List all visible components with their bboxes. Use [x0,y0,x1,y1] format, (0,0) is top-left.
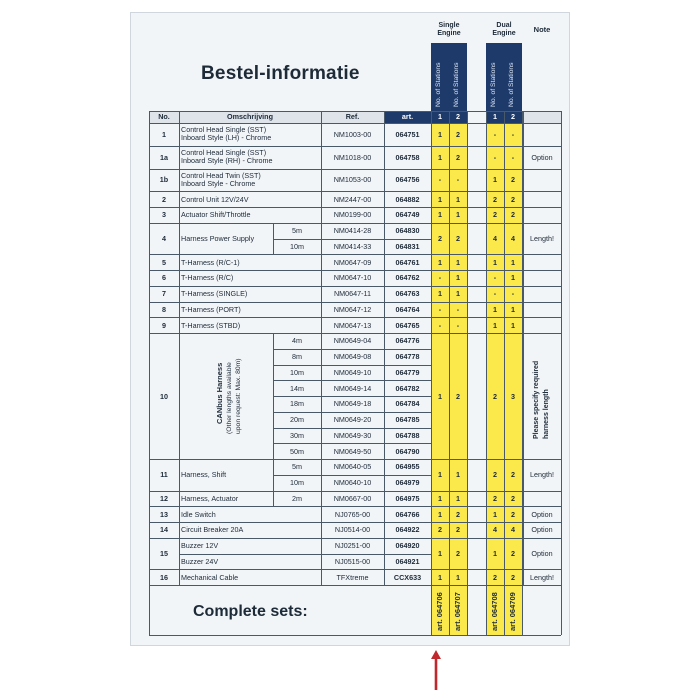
row-sub-ref: NM0414-33 [333,241,372,251]
table-rule [149,270,561,271]
single-station-1-qty: 1 [438,572,442,582]
row-sub-art: 064830 [395,226,420,236]
row-description: Control Head Single (SST) Inboard Style (RH) - Chrome [181,147,273,166]
single-station-2-qty: 1 [456,194,460,204]
row-note: Length! [530,470,554,480]
dual-station-1-qty: 4 [493,525,497,535]
dual-station-2-qty: 2 [511,548,515,558]
row-art: 064758 [395,152,420,162]
table-rule [486,111,487,585]
single-station-1-qty: 1 [438,391,442,401]
row-sub-ref: NM0649-04 [333,336,372,346]
dual-station-1-qty: 2 [493,210,497,220]
row-note: Option [531,509,553,519]
single-station-2-qty: 1 [456,493,460,503]
dual-station-1-qty: 2 [493,572,497,582]
table-rule [273,333,274,459]
row-description: T-Harness (R/C) [181,273,234,283]
row-sub-length: 18m [290,399,304,409]
row-sub-length: 10m [290,478,304,488]
single-station-2-qty: 1 [456,257,460,267]
dual-station-2-qty: 3 [511,391,515,401]
harness-length-note: Please specify required [533,360,540,439]
table-rule [449,585,450,635]
complete-set-art-number: art. 064706 [435,592,444,631]
dual-station-2-qty: 4 [511,234,515,244]
dual-station-2-qty: 1 [511,257,515,267]
table-rule [273,239,431,240]
dual-station-2-qty: 1 [511,320,515,330]
row-description: Actuator Shift/Throttle [181,210,251,220]
row-description: Idle Switch [181,509,216,519]
single-station-2-qty: 1 [456,273,460,283]
canbus-harness-note: (Other lengths available [226,362,233,434]
single-station-2-qty: - [456,175,460,185]
single-station-1-qty: 1 [438,210,442,220]
col-s1: 1 [438,112,442,122]
row-sub-art: 064776 [395,336,420,346]
table-rule [273,412,431,413]
row-ref: NM0199-00 [333,210,372,220]
canbus-harness-note: upon request: Max. 80m) [235,358,242,434]
row-description: T-Harness (PORT) [181,304,241,314]
row-art: 064766 [395,509,420,519]
row-number: 10 [160,391,168,401]
table-rule [149,317,561,318]
row-ref: TFXtreme [336,572,369,582]
row-sub-art: 064784 [395,399,420,409]
single-station-1-qty: 1 [438,548,442,558]
row-description: T-Harness (STBD) [181,320,241,330]
row-description: Control Unit 12V/24V [181,194,249,204]
single-station-1-qty: 2 [438,234,442,244]
single-station-2-qty: 2 [456,152,460,162]
row-art: 064762 [395,273,420,283]
row-ref: NM1003-00 [333,129,372,139]
row-description: Buzzer 24V [181,556,219,566]
row-ref: NM0647-11 [333,289,372,299]
row-number: 3 [162,210,166,220]
row-note: Option [531,152,553,162]
table-rule [431,585,432,635]
dual-station-1-qty: 1 [493,175,497,185]
dual-station-2-qty: 2 [511,509,515,519]
col-ref: Ref. [345,112,360,122]
row-ref: NJ0515-00 [334,556,371,566]
table-rule [273,475,431,476]
table-rule [149,254,561,255]
row-sub-length: 30m [290,430,304,440]
table-rule [273,428,431,429]
row-art: 064920 [395,541,420,551]
single-station-1-qty: - [438,320,442,330]
dual-station-1-qty: 1 [493,548,497,558]
row-art: 064763 [395,289,420,299]
table-rule [149,286,561,287]
row-art: CCX633 [393,572,422,582]
table-rule [149,191,561,192]
table-rule [486,585,487,635]
row-description: T-Harness (R/C-1) [181,257,240,267]
row-ref: NM1053-00 [333,175,372,185]
row-number: 14 [160,525,168,535]
row-sub-art: 064955 [395,462,420,472]
row-sub-art: 064785 [395,415,420,425]
single-station-1-qty: 1 [438,493,442,503]
row-sub-ref: NM0640-05 [333,462,372,472]
row-length: 2m [292,493,302,503]
row-note: Length! [530,234,554,244]
row-sub-length: 20m [290,415,304,425]
row-number: 12 [160,493,168,503]
dual-station-1-qty: 1 [493,257,497,267]
table-rule [467,585,468,635]
row-sub-ref: NM0649-30 [333,430,372,440]
single-station-1-qty: 1 [438,470,442,480]
row-art: 064765 [395,320,420,330]
row-ref: NM2447-00 [333,194,372,204]
dual-station-1-qty: 2 [493,470,497,480]
dual-station-1-qty: 1 [493,509,497,519]
row-sub-art: 064831 [395,241,420,251]
row-sub-ref: NM0649-50 [333,446,372,456]
dual-station-2-qty: 1 [511,304,515,314]
row-ref: NJ0251-00 [334,541,371,551]
row-note: Length! [530,572,554,582]
dual-station-1-qty: 1 [493,320,497,330]
row-ref: NM1018-00 [333,152,372,162]
row-number: 1a [160,152,168,162]
dual-station-1-qty: 2 [493,493,497,503]
col-d2: 2 [511,112,515,122]
single-station-1-qty: 1 [438,257,442,267]
single-station-2-qty: 2 [456,509,460,519]
row-ref: NM0647-09 [333,257,372,267]
row-number: 11 [160,470,168,480]
table-rule [504,111,505,585]
row-sub-art: 064778 [395,352,420,362]
dual-station-2-qty: 1 [511,273,515,283]
row-sub-length: 50m [290,446,304,456]
row-sub-art: 064979 [395,478,420,488]
single-station-1-qty: 1 [438,194,442,204]
table-rule [273,349,431,350]
table-rule [149,635,561,636]
row-art: 064756 [395,175,420,185]
dual-engine-label: Dual Engine [492,21,516,37]
single-engine-label: Single Engine [437,21,461,37]
dual-station-2-qty: 2 [511,493,515,503]
dual-station-1-qty: - [493,289,497,299]
table-rule [149,169,561,170]
dual-station-2-qty: - [511,289,515,299]
dual-station-1-qty: 1 [493,304,497,314]
table-rule [149,522,561,523]
row-art: 064975 [395,493,420,503]
dual-station-2-qty: 2 [511,572,515,582]
table-rule [273,443,431,444]
single-station-1-qty: - [438,273,442,283]
single-station-2-qty: 1 [456,289,460,299]
table-rule [179,111,180,585]
dual-station-1-qty: 4 [493,234,497,244]
single-station-1-qty: 1 [438,509,442,519]
single-station-2-qty: 2 [456,548,460,558]
single-station-1-qty: - [438,175,442,185]
dual-station-2-qty: 2 [511,194,515,204]
dual-station-1-qty: 2 [493,391,497,401]
table-rule [149,538,561,539]
dual-station-2-qty: - [511,152,515,162]
table-rule [449,111,450,585]
single-station-2-qty: 1 [456,572,460,582]
row-sub-ref: NM0649-08 [333,352,372,362]
row-sub-art: 064790 [395,446,420,456]
order-info-page [130,12,570,646]
table-rule [149,223,561,224]
table-rule [561,585,562,635]
table-rule [179,554,431,555]
canbus-harness-label: CANbus Harness [215,362,224,424]
col-no: No. [158,112,170,122]
row-art: 064921 [395,556,420,566]
row-art: 064922 [395,525,420,535]
table-rule [431,111,432,585]
table-rule [561,111,562,585]
row-sub-art: 064788 [395,430,420,440]
table-rule [149,459,561,460]
row-number: 8 [162,304,166,314]
row-number: 7 [162,289,166,299]
row-description: Circuit Breaker 20A [181,525,244,535]
single-station-2-qty: 2 [456,391,460,401]
single-station-1-qty: 1 [438,289,442,299]
table-rule [273,491,274,507]
row-number: 6 [162,273,166,283]
row-description: Buzzer 12V [181,541,219,551]
row-sub-length: 14m [290,383,304,393]
row-number: 2 [162,194,166,204]
row-sub-length: 10m [290,241,304,251]
row-ref: NM0647-10 [333,273,372,283]
row-art: 064882 [395,194,420,204]
table-rule [149,123,561,124]
dual-station-1-qty: - [493,152,497,162]
table-rule [273,223,274,254]
row-ref: NJ0514-00 [334,525,371,535]
table-rule [522,585,523,635]
row-description: Control Head Twin (SST) Inboard Style - Chrome [181,170,261,189]
single-station-1-qty: 2 [438,525,442,535]
row-sub-length: 8m [292,352,302,362]
row-sub-length: 5m [292,462,302,472]
dual-station-2-qty: 2 [511,175,515,185]
row-number: 1 [162,129,166,139]
table-rule [149,569,561,570]
single-station-2-qty: - [456,320,460,330]
row-art: 064761 [395,257,420,267]
row-number: 9 [162,320,166,330]
table-rule [523,111,524,585]
row-sub-ref: NM0649-14 [333,383,372,393]
single-station-2-qty: 2 [456,234,460,244]
row-number: 13 [160,509,168,519]
table-rule [149,491,561,492]
single-station-1-qty: - [438,304,442,314]
row-sub-art: 064782 [395,383,420,393]
col-d1: 1 [493,112,497,122]
table-rule [149,111,150,585]
table-rule [384,111,385,585]
red-up-arrow-icon [431,650,441,690]
single-station-2-qty: 1 [456,210,460,220]
table-rule [149,146,561,147]
row-description: Harness, Actuator [181,493,239,503]
single-station-1-qty: 1 [438,152,442,162]
table-rule [273,396,431,397]
dual-station-2-qty: 2 [511,470,515,480]
row-art: 064751 [395,129,420,139]
row-description: Harness, Shift [181,470,227,480]
dual-station-2-qty: - [511,129,515,139]
row-note: Option [531,525,553,535]
table-rule [149,585,561,586]
row-description: Harness Power Supply [181,234,255,244]
col-omschrijving: Omschrijving [227,112,273,122]
table-rule [149,111,561,112]
single-stations-2-label: No. of Stations [453,62,460,107]
row-art: 064764 [395,304,420,314]
single-station-2-qty: 2 [456,129,460,139]
dual-stations-2-label: No. of Stations [508,62,515,107]
dual-station-1-qty: - [493,273,497,283]
row-sub-ref: NM0649-10 [333,367,372,377]
row-description: Control Head Single (SST) Inboard Style (LH) - Chrome [181,125,272,143]
row-number: 1b [159,175,169,185]
note-header-bg [523,111,561,123]
table-rule [273,365,431,366]
dual-station-2-qty: 2 [511,210,515,220]
row-sub-ref: NM0414-28 [333,226,372,236]
row-ref: NM0647-12 [333,304,372,314]
dual-station-2-qty: 4 [511,525,515,535]
table-rule [273,459,274,490]
dual-stations-1-label: No. of Stations [490,62,497,107]
page-title: Bestel-informatie [201,63,360,84]
row-note: Option [531,548,553,558]
table-rule [467,111,468,585]
table-rule [149,585,150,635]
row-ref: NM0647-13 [333,320,372,330]
table-rule [149,207,561,208]
row-sub-ref: NM0640-10 [333,478,372,488]
table-rule [504,585,505,635]
row-sub-length: 10m [290,367,304,377]
dual-station-1-qty: 2 [493,194,497,204]
harness-length-note: harness length [543,389,550,439]
row-ref: NM0667-00 [333,493,372,503]
row-number: 4 [162,234,166,244]
row-number: 15 [160,548,168,558]
table-rule [273,380,431,381]
row-number: 16 [160,572,168,582]
col-art: art. [401,112,414,122]
row-sub-length: 5m [292,226,302,236]
row-sub-length: 4m [292,336,302,346]
complete-set-art-number: art. 064708 [490,592,499,631]
row-sub-ref: NM0649-20 [333,415,372,425]
single-stations-1-label: No. of Stations [435,62,442,107]
row-number: 5 [162,257,166,267]
complete-set-art-number: art. 064707 [453,592,462,631]
row-sub-art: 064779 [395,367,420,377]
note-label: Note [533,25,551,35]
col-s2: 2 [456,112,460,122]
complete-set-art-number: art. 064709 [508,592,517,631]
single-station-2-qty: 1 [456,470,460,480]
dual-station-1-qty: - [493,129,497,139]
row-description: T-Harness (SINGLE) [181,289,248,299]
single-station-1-qty: 1 [438,129,442,139]
table-rule [149,302,561,303]
table-rule [321,111,322,585]
single-station-2-qty: 2 [456,525,460,535]
row-ref: NJ0765-00 [334,509,371,519]
complete-sets-label: Complete sets: [193,603,308,620]
row-sub-ref: NM0649-18 [333,399,372,409]
table-rule [149,506,561,507]
row-art: 064749 [395,210,420,220]
table-rule [149,333,561,334]
single-station-2-qty: - [456,304,460,314]
row-description: Mechanical Cable [181,572,239,582]
